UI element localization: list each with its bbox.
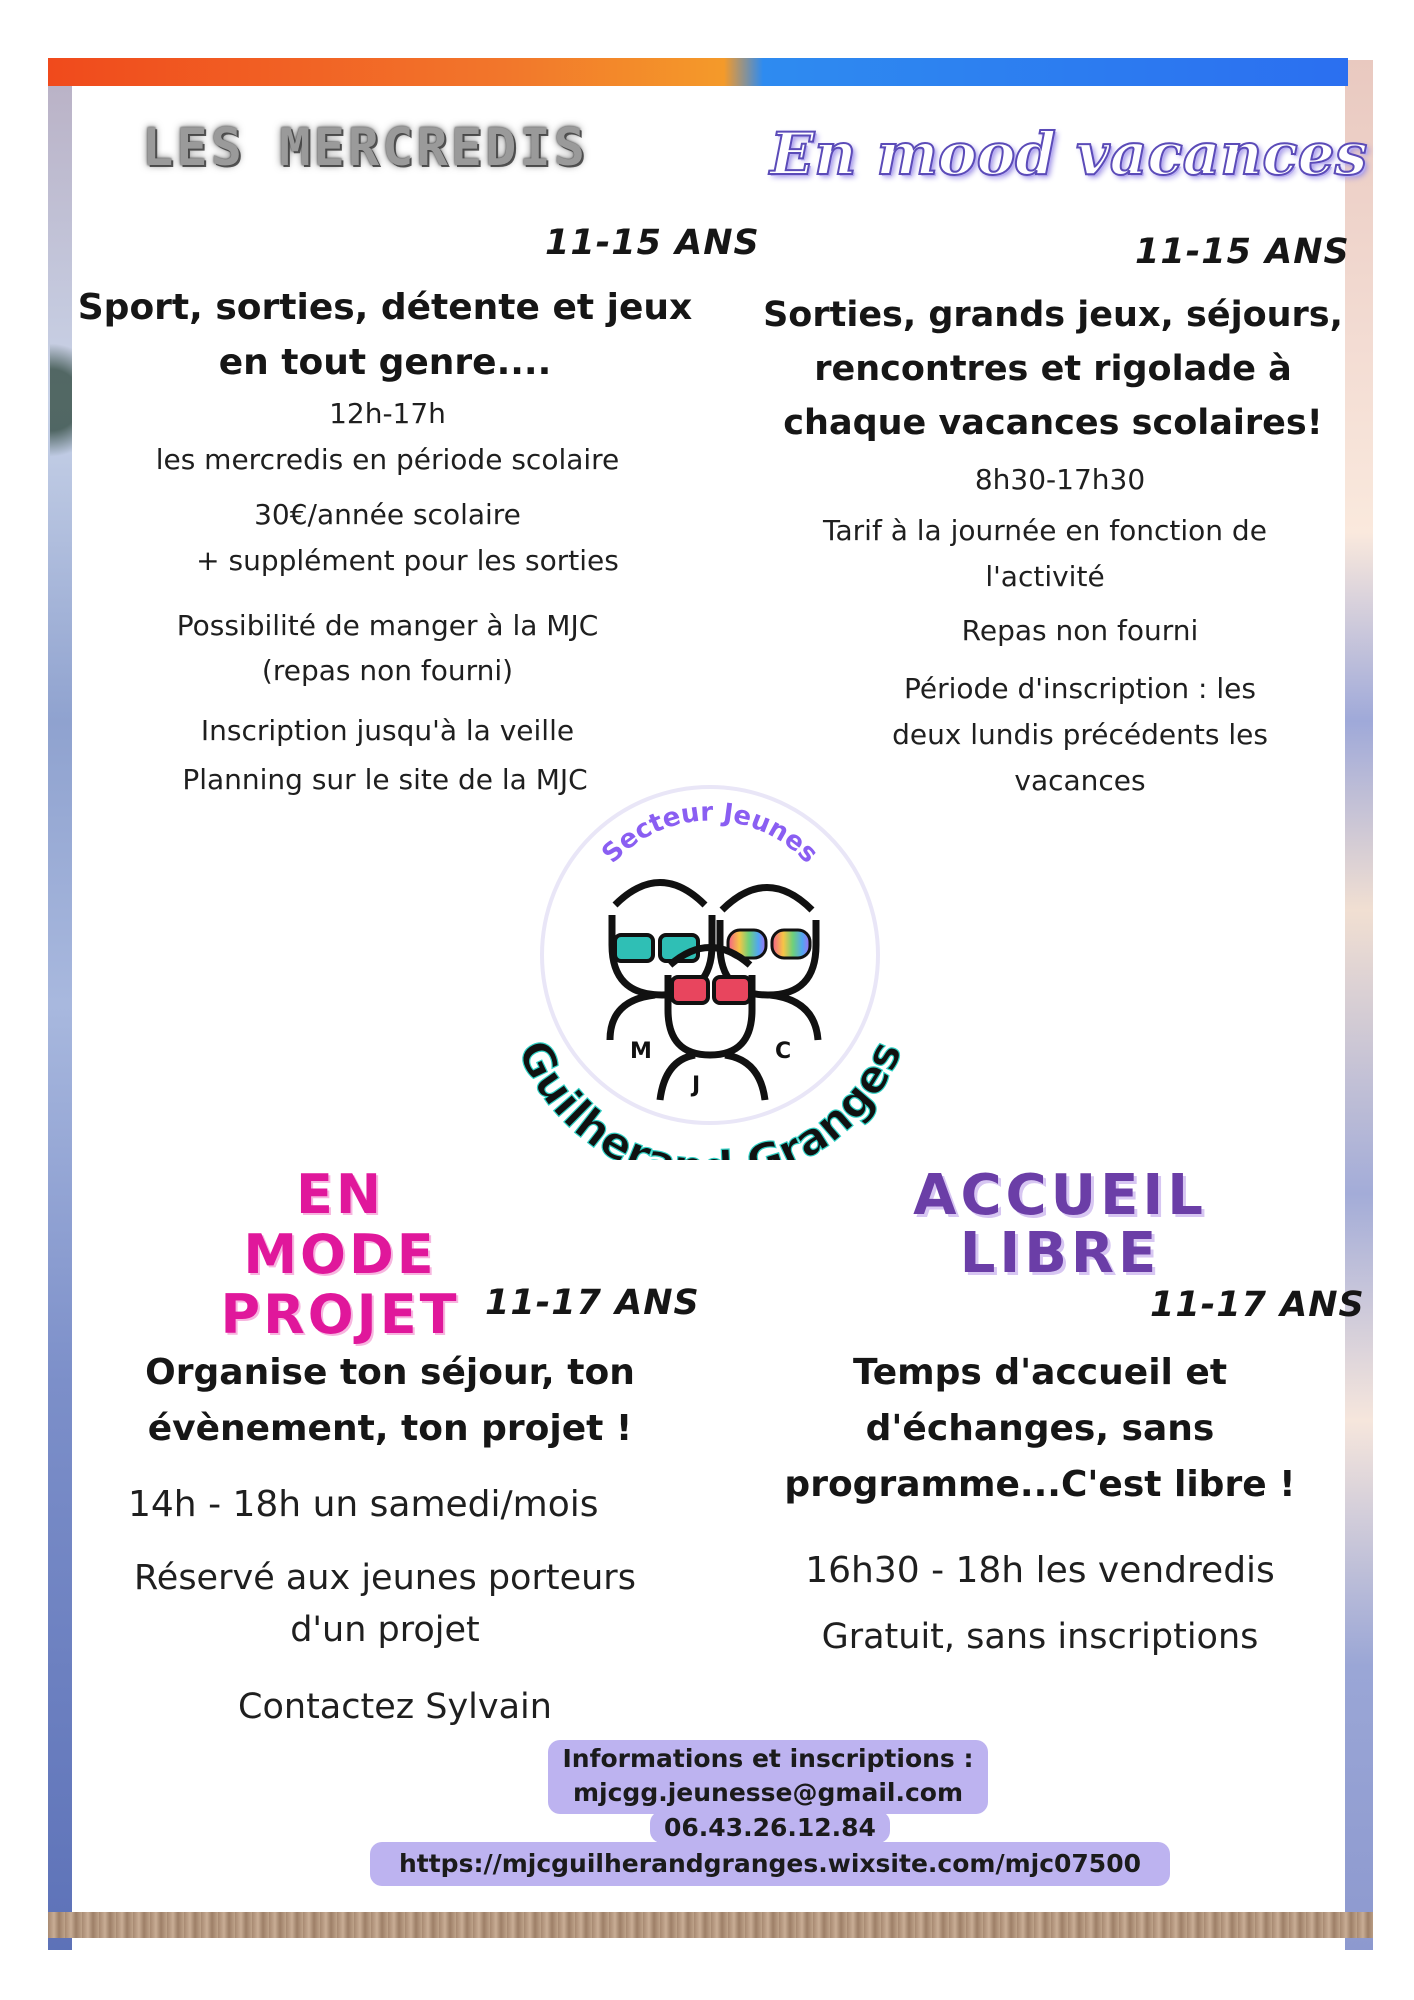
mercredis-meal-note: (repas non fourni) <box>261 654 514 687</box>
mercredis-price: 30€/année scolaire <box>254 498 521 531</box>
mercredis-hours: 12h-17h <box>329 397 446 430</box>
accueil-hours: 16h30 - 18h les vendredis <box>805 1550 1275 1591</box>
projet-title: EN MODE PROJET <box>220 1163 460 1346</box>
logo-letter-m: M <box>630 1039 652 1064</box>
projet-reserved: Réservé aux jeunes porteurs d'un projet <box>134 1558 636 1650</box>
projet-hours: 14h - 18h un samedi/mois <box>128 1484 599 1525</box>
logo-bottom-text: Guilher ranges <box>507 1032 913 1160</box>
contact-label: Informations et inscriptions : <box>562 1744 974 1773</box>
projet-headline: Organise ton séjour, ton évènement, ton projet ! <box>145 1352 635 1449</box>
logo-top-text: Secteur Jeunes <box>596 797 824 870</box>
mercredis-period: les mercredis en période scolaire <box>155 443 620 476</box>
accueil-headline: Temps d'accueil et d'échanges, sans programme...C'est libre ! <box>784 1352 1296 1505</box>
contact-phone-pill <box>650 1811 890 1843</box>
accueil-title: ACCUEIL LIBRE <box>913 1163 1207 1286</box>
accueil-age-badge: 11-17 ANS <box>1150 1285 1365 1325</box>
mercredis-planning: Planning sur le site de la MJC <box>182 763 588 796</box>
contact-website-link[interactable]: https://mjcguilherandgranges.wixsite.com/mjc07500 <box>398 1849 1141 1878</box>
accueil-price: Gratuit, sans inscriptions <box>821 1617 1259 1657</box>
vacances-age-badge: 11-15 ANS <box>1135 232 1350 272</box>
projet-age-badge: 11-17 ANS <box>485 1283 700 1323</box>
logo-svg <box>500 740 920 1160</box>
palm-leaf-decoration <box>50 300 74 500</box>
vacances-registration: Période d'inscription : les deux lundis précédents les vacances <box>892 672 1268 797</box>
mercredis-registration: Inscription jusqu'à la veille <box>200 714 575 747</box>
contact-label-pill <box>548 1740 988 1814</box>
projet-contact: Contactez Sylvain <box>238 1687 552 1727</box>
logo-letter-c: C <box>775 1039 792 1064</box>
logo-letter-j: J <box>692 1073 701 1098</box>
contact-email-link[interactable]: mjcgg.jeunesse@gmail.com <box>572 1778 963 1807</box>
bottom-wood-band <box>48 1912 1373 1938</box>
secteur-jeunes-logo <box>500 740 920 1160</box>
mercredis-headline: Sport, sorties, détente et jeux en tout genre.... <box>77 287 693 383</box>
vacances-headline: Sorties, grands jeux, séjours, rencontres et rigolade à chaque vacances scolaires! <box>763 295 1343 443</box>
mercredis-title: LES MERCREDIS <box>142 118 588 178</box>
top-color-band <box>48 58 1348 86</box>
vacances-tariff: Tarif à la journée en fonction de l'activité <box>823 514 1267 593</box>
contact-website-pill <box>370 1842 1170 1886</box>
background-strip-right <box>1345 60 1373 1950</box>
vacances-title: En mood vacances <box>770 120 1368 188</box>
vacances-hours: 8h30-17h30 <box>974 463 1146 496</box>
vacances-meal: Repas non fourni <box>961 614 1199 647</box>
mercredis-price-extra: + supplément pour les sorties <box>196 544 619 577</box>
mercredis-meal: Possibilité de manger à la MJC <box>176 609 599 642</box>
contact-phone[interactable]: 06.43.26.12.84 <box>664 1813 876 1842</box>
mercredis-age-badge: 11-15 ANS <box>545 223 760 263</box>
